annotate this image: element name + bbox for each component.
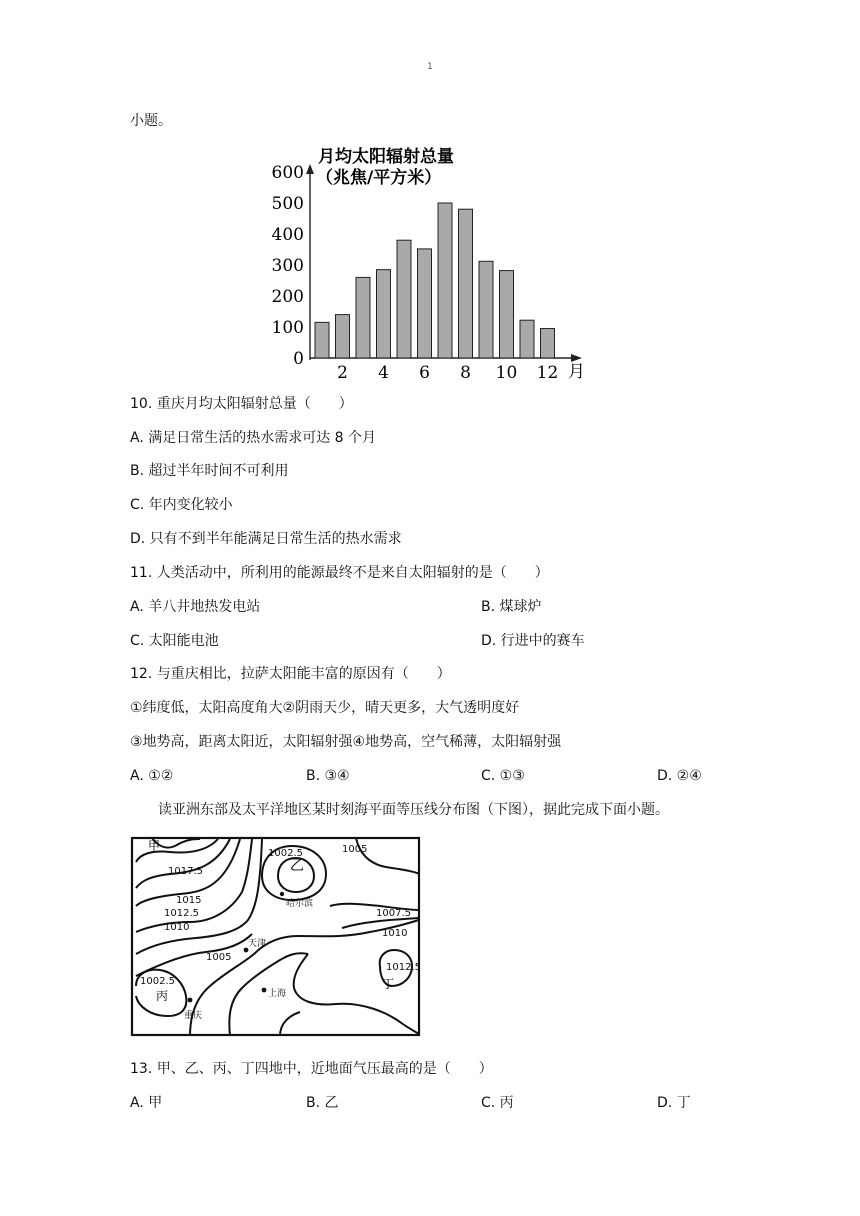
y-tick-label: 500 xyxy=(271,194,304,214)
solar-radiation-chart xyxy=(262,140,592,384)
q11-option-c: C. 太阳能电池 xyxy=(130,633,219,649)
bar-month-2 xyxy=(336,315,350,358)
q12-statement-1: ①纬度低，太阳高度角大②阴雨天少，晴天更多，大气透明度好 xyxy=(130,700,520,716)
bar-month-9 xyxy=(479,261,493,358)
y-tick-label: 0 xyxy=(293,349,304,369)
bar-month-5 xyxy=(397,240,411,358)
y-axis-arrow xyxy=(306,164,314,174)
isobar-label-1005-north: 1005 xyxy=(342,844,368,855)
q13-option-b: B. 乙 xyxy=(306,1095,339,1111)
q10-stem: 10. 重庆月均太阳辐射总量（ ） xyxy=(130,396,353,412)
q10-option-d: D. 只有不到半年能满足日常生活的热水需求 xyxy=(130,531,402,547)
q10-option-a: A. 满足日常生活的热水需求可达 8 个月 xyxy=(130,430,377,446)
chart-title: 月均太阳辐射总量 xyxy=(318,147,454,167)
q13-stem: 13. 甲、乙、丙、丁四地中，近地面气压最高的是（ ） xyxy=(130,1061,493,1077)
x-tick-label: 8 xyxy=(460,363,471,383)
x-tick-label: 2 xyxy=(337,363,348,383)
bar-month-6 xyxy=(418,249,432,358)
y-tick-label: 100 xyxy=(271,318,304,338)
isobar-label-1002-5-west: 1002.5 xyxy=(140,976,175,987)
x-tick-label: 6 xyxy=(419,363,430,383)
q12-option-a: A. ①② xyxy=(130,768,174,784)
y-tick-label: 200 xyxy=(271,287,304,307)
y-tick-label: 600 xyxy=(271,163,304,183)
bar-month-10 xyxy=(500,271,514,358)
q12-option-d: D. ②④ xyxy=(657,768,702,784)
city-tianjin: 天津 xyxy=(248,939,267,949)
isobar-label-1010: 1010 xyxy=(164,922,190,933)
q13-option-a: A. 甲 xyxy=(130,1095,163,1111)
isobar-label-1007-5: 1007.5 xyxy=(376,908,411,919)
isobar-label-1010-east: 1010 xyxy=(382,928,408,939)
q12-option-b: B. ③④ xyxy=(306,768,350,784)
isobar-label-1005-west: 1005 xyxy=(206,952,232,963)
isobar-map xyxy=(130,836,422,1038)
bar-month-8 xyxy=(459,209,473,358)
passage: 读亚洲东部及太平洋地区某时刻海平面等压线分布图（下图），据此完成下面小题。 xyxy=(158,802,669,818)
q11-option-b: B. 煤球炉 xyxy=(481,599,542,615)
q12-statement-2: ③地势高，距离太阳近，太阳辐射强④地势高，空气稀薄，太阳辐射强 xyxy=(130,734,562,750)
q11-option-a: A. 羊八井地热发电站 xyxy=(130,599,261,615)
y-tick-label: 400 xyxy=(271,225,304,245)
q10-option-c: C. 年内变化较小 xyxy=(130,497,233,513)
intro-fragment: 小题。 xyxy=(130,113,172,129)
q12-option-c: C. ①③ xyxy=(481,768,525,784)
x-axis-label: 月 xyxy=(568,362,585,382)
isobar-label-1015: 1015 xyxy=(176,895,202,906)
chart-unit: （兆焦/平方米） xyxy=(316,168,442,188)
place-yi: 乙 xyxy=(290,858,304,874)
q10-option-b: B. 超过半年时间不可利用 xyxy=(130,463,289,479)
city-dot-harbin xyxy=(280,892,284,896)
bar-month-4 xyxy=(377,270,391,358)
bar-month-11 xyxy=(520,320,534,358)
page-number: 1 xyxy=(427,62,433,72)
bar-month-1 xyxy=(315,322,329,358)
place-bing: 丙 xyxy=(156,989,169,1003)
q13-option-d: D. 丁 xyxy=(657,1095,691,1111)
city-dot-chongqing xyxy=(188,998,193,1003)
place-jia: 甲 xyxy=(148,839,161,853)
city-shanghai: 上海 xyxy=(268,989,287,999)
x-tick-label: 10 xyxy=(495,363,518,383)
city-chongqing: 重庆 xyxy=(184,1011,203,1021)
q11-stem: 11. 人类活动中，所利用的能源最终不是来自太阳辐射的是（ ） xyxy=(130,565,549,581)
city-dot-shanghai xyxy=(262,988,267,993)
place-ding: 丁 xyxy=(382,977,395,991)
isobar-label-1017-5: 1017.5 xyxy=(168,866,203,877)
x-axis-arrow xyxy=(571,354,582,362)
bar-month-12 xyxy=(541,329,555,358)
bar-month-3 xyxy=(356,277,370,358)
isobar-label-1012-5-east: 1012.5 xyxy=(386,962,421,973)
isobar-label-1002-5-north: 1002.5 xyxy=(268,848,303,859)
isobar-label-1012-5: 1012.5 xyxy=(164,908,199,919)
q11-option-d: D. 行进中的赛车 xyxy=(481,633,585,649)
city-harbin: 哈尔滨 xyxy=(286,899,314,909)
bar-month-7 xyxy=(438,203,452,358)
q13-option-c: C. 丙 xyxy=(481,1095,514,1111)
x-tick-label: 12 xyxy=(536,363,559,383)
y-tick-label: 300 xyxy=(271,256,304,276)
x-tick-label: 4 xyxy=(378,363,389,383)
q12-stem: 12. 与重庆相比，拉萨太阳能丰富的原因有（ ） xyxy=(130,666,451,682)
